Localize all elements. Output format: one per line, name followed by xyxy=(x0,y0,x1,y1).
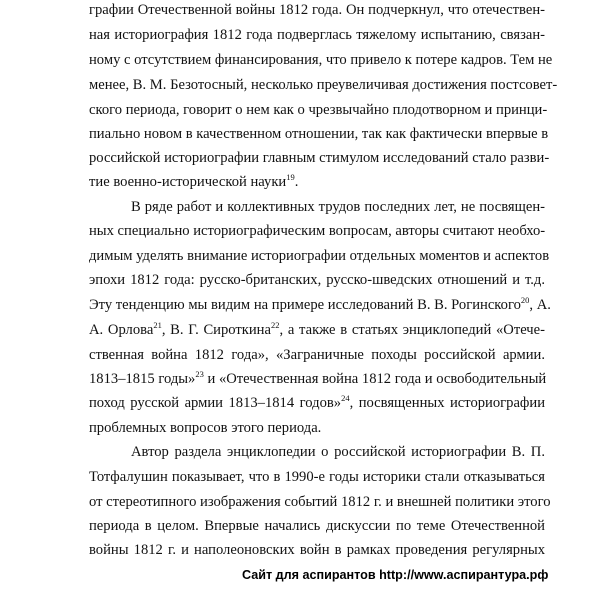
text-line: периода в целом. Впервые начались дискуссии по теме Отечественной xyxy=(89,518,545,534)
text-line: ному с отсутствием финансирования, что привело к потере кадров. Тем не xyxy=(89,52,553,68)
text-line: тие военно-исторической науки$^{19}$. xyxy=(89,172,299,190)
paragraph-first-line: Автор раздела энциклопедии о российской историографии В. П. xyxy=(131,444,545,460)
text-line: ственная война 1812 года», «Заграничные походы российской армии. xyxy=(89,347,545,363)
text-line: ского периода, говорит о нем как о чрезвычайно плодотворном и принци- xyxy=(89,102,548,118)
text-line: эпохи 1812 года: русско-британских, русско-шведских отношений и т.д. xyxy=(89,272,545,288)
footnote-ref: 20 xyxy=(520,295,530,306)
text-line: димым уделять внимание историографии отдельных моментов и аспектов xyxy=(89,248,550,264)
text-line: ная историография 1812 года подверглась тяжелому испытанию, связан- xyxy=(89,27,545,43)
text-line: менее, В. М. Безотосный, несколько преувеличивая достижения постсовет- xyxy=(89,77,558,93)
footnote-ref: 22 xyxy=(270,320,280,331)
text-line: А. Орлова$^{21}$, В. Г. Сироткина$^{22}$, а также в статьях энциклопедий «Отече- xyxy=(89,320,545,338)
footnote-ref: 21 xyxy=(153,320,162,331)
text-line: Тотфалушин показывает, что в 1990-е годы историки стали отказываться xyxy=(89,469,545,485)
text-line: проблемных вопросов этого периода. xyxy=(89,420,322,436)
site-footer-watermark: Сайт для аспирантов http://www.аспирантура.рф xyxy=(242,568,549,582)
footnote-ref: 24 xyxy=(341,393,350,404)
text-line: ных специально историографическим вопросам, авторы считают необхо- xyxy=(89,223,546,239)
footnote-ref: 19 xyxy=(286,172,295,183)
text-line: пиально новом в качественном отношении, так как фактически впервые в xyxy=(89,126,549,142)
text-line: 1813–1815 годы»$^{23}$ и «Отечественная война 1812 года и освободительный xyxy=(89,369,547,387)
text-line: от стереотипного изображения событий 1812 г. и внешней политики этого xyxy=(89,494,551,510)
text-line: российской историографии главным стимулом исследований стало разви- xyxy=(89,150,550,166)
text-line: графии Отечественной войны 1812 года. Он подчеркнул, что отечествен- xyxy=(89,2,545,18)
text-line: войны 1812 г. и наполеоновских войн в рамках проведения регулярных xyxy=(89,542,545,558)
text-line: поход русской армии 1813–1814 годов»$^{24}$, посвященных историографии xyxy=(89,393,545,411)
footnote-ref: 23 xyxy=(195,369,204,380)
text-line: Эту тенденцию мы видим на примере исследований В. В. Рогинского$^{20}$, А. xyxy=(89,295,551,313)
paragraph-first-line: В ряде работ и коллективных трудов последних лет, не посвящен- xyxy=(131,199,545,215)
